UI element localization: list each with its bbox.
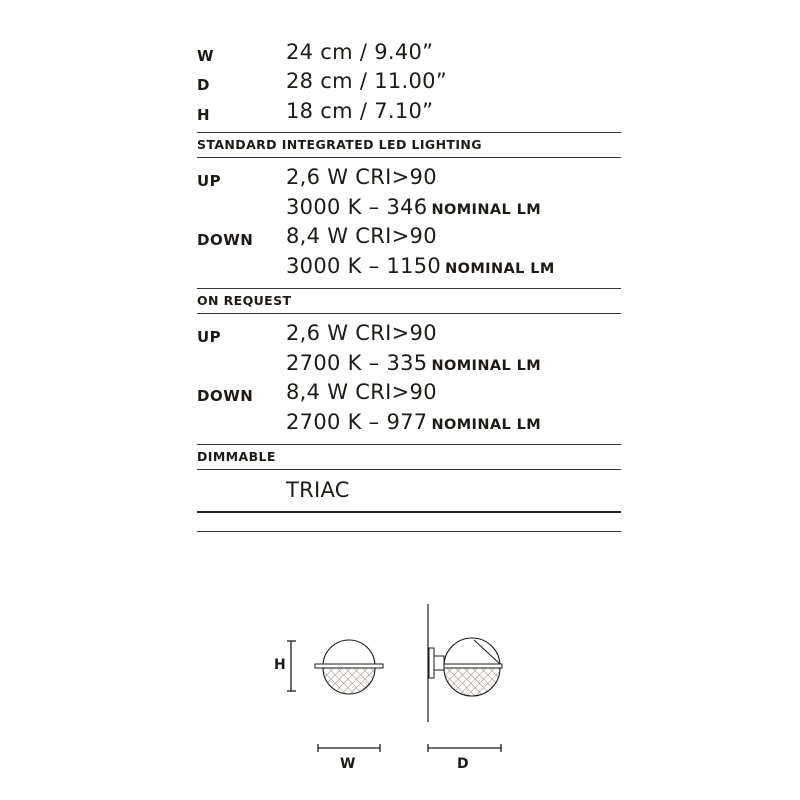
dim-d-label: D: [197, 76, 210, 94]
d-dimension-line: [428, 744, 501, 752]
dim-h-label: H: [197, 106, 211, 124]
on-request-up-label: UP: [197, 328, 222, 346]
dim-w-label: W: [197, 47, 215, 65]
standard-down-flux: 3000 K – 1150: [286, 254, 442, 278]
on-request-down-power: 8,4 W CRI>90: [286, 380, 437, 404]
w-dimension-label: W: [340, 756, 356, 772]
dim-d-value: 28 cm / 11.00”: [286, 69, 448, 93]
h-dimension-line: [287, 641, 296, 691]
standard-up-label: UP: [197, 172, 222, 190]
w-dimension-line: [318, 744, 380, 752]
on-request-up-flux: 2700 K – 335: [286, 351, 428, 375]
on-request-up-power: 2,6 W CRI>90: [286, 321, 437, 345]
on-request-up-unit: NOMINAL LM: [431, 358, 542, 374]
dimmable-value: TRIAC: [286, 478, 350, 502]
on-request-down-label: DOWN: [197, 387, 254, 405]
side-view: [428, 604, 502, 722]
dim-h-value: 18 cm / 7.10”: [286, 99, 434, 123]
front-view: [315, 640, 383, 694]
d-dimension-label: D: [457, 756, 469, 772]
standard-down-power: 8,4 W CRI>90: [286, 224, 437, 248]
standard-up-power: 2,6 W CRI>90: [286, 165, 437, 189]
standard-down-unit: NOMINAL LM: [445, 261, 555, 277]
dim-w-value: 24 cm / 9.40”: [286, 40, 434, 64]
dimmable-section-title: DIMMABLE: [197, 449, 276, 464]
on-request-down-flux: 2700 K – 977: [286, 410, 428, 434]
standard-up-flux: 3000 K – 346: [286, 195, 428, 219]
h-dimension-label: H: [274, 657, 286, 673]
standard-up-unit: NOMINAL LM: [431, 202, 542, 218]
on-request-down-unit: NOMINAL LM: [431, 417, 542, 433]
on-request-section-title: ON REQUEST: [197, 293, 292, 308]
standard-section-title: STANDARD INTEGRATED LED LIGHTING: [197, 137, 482, 152]
standard-down-label: DOWN: [197, 231, 254, 249]
